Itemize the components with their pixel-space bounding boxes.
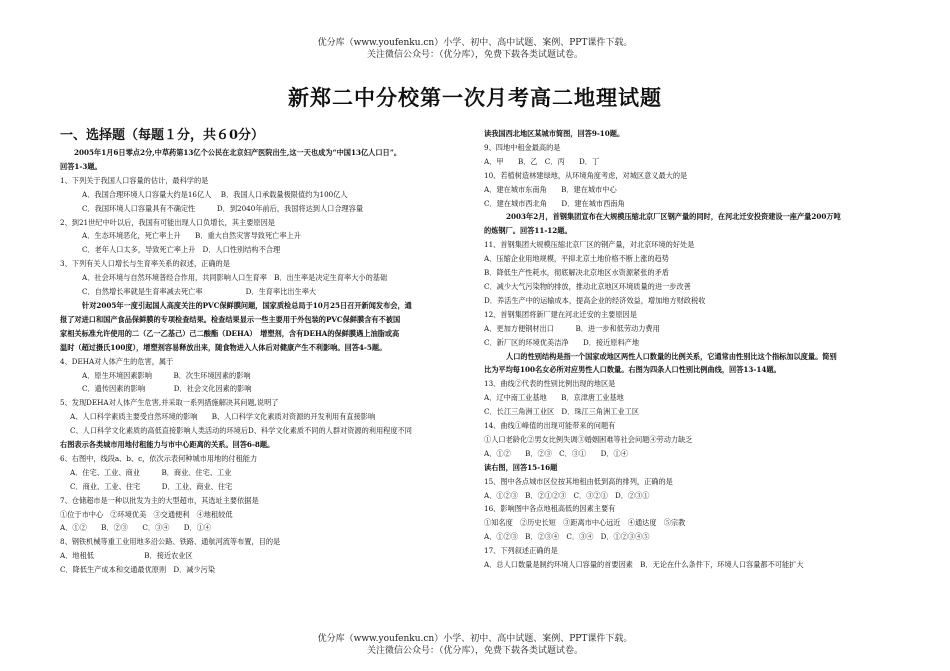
text-line: 3、下列有关人口增长与生育率关系的叙述，正确的是	[60, 259, 230, 269]
page-title: 新郑二中分校第一次月考高二地理试题	[288, 85, 662, 110]
text-line: C．遗传因素的影响 D．社会文化因素的影响	[82, 384, 252, 394]
text-line: 2、到21世纪中叶以后，我国有可能出现人口负增长，其主要原因是	[60, 217, 275, 227]
header-line-1: 优分库（www.youfenku.cn）小学、初中、高中试题、案例、PPT课件下载。	[317, 38, 633, 48]
text-line: A．甲 B．乙 C．丙 D．丁	[484, 156, 600, 166]
text-line: 14、曲线①峰值的出现可能带来的问题有	[484, 421, 616, 431]
text-line: A．生态环境恶化，死亡率上升 B．重大自然灾害导致死亡率上升	[82, 231, 301, 241]
text-line: A．住宅、工业、商业 B．商业、住宅、工业	[70, 467, 232, 477]
text-line: A．①② B．②③ C．③④ D．①④	[60, 523, 212, 533]
text-line: 报了对进口和国产食品保鲜膜的专项检查结果。检查结果显示一些主要用于外包装的PVC保鲜膜含有不被国	[60, 314, 401, 324]
text-line: 2005年1月6日零点2分,中草药第13亿个公民在北京妇产医院出生,这一天也成为“中国13亿人口日”。	[74, 148, 402, 157]
text-line: A．地租低 B．接近农业区	[60, 551, 193, 561]
text-line: A．原生环境因素影响 B．次生环境因素的影响	[82, 370, 251, 380]
section-heading: 一、选择题（每题１分，共６0分）	[60, 128, 265, 143]
text-line: 家相关标准允许使用的二（乙一乙基己）己二酸酯（DEHA） 增塑剂，含有DEHA的保鲜膜遇上油脂或高	[60, 328, 400, 338]
text-line: C、人口科学文化素质的高低直接影响人类活动的环境后D、科学文化素质不同的人群对资源的利用程度不同	[70, 426, 412, 436]
text-line: 17、下列叙述正确的是	[484, 546, 558, 556]
left-column	[60, 127, 470, 577]
header-line-2: 关注微信公众号：（优分库），免费下载各类试题试卷。	[366, 50, 583, 60]
text-line: C．建在城市西北角 D．建在城市西南角	[484, 198, 625, 208]
text-line: 15、图中各点城市区位按其地租由低到高的排列，正确的是	[484, 476, 673, 486]
text-line: 回答1-3题。	[60, 161, 102, 171]
footer-line-2: 关注微信公众号：（优分库），免费下载各类试题试卷。	[366, 646, 583, 656]
footer-line-1: 优分库（www.youfenku.cn）小学、初中、高中试题、案例、PPT课件下载。	[317, 634, 633, 644]
text-line: 2003年2月，首钢集团宣布在大规模压缩北京厂区钢产量的同时，在河北迁安投资建设一座产量200万吨	[506, 212, 841, 222]
text-line: 温时（超过摄氏100度），增塑剂容易释放出来，随食物进入人体后对健康产生不利影响。回答4-5题。	[60, 342, 387, 352]
text-line: 针对2005年一度引起国人高度关注的PVC保鲜膜问题，国家质检总局于10月25日召开新闻发布会，通	[82, 300, 412, 310]
text-line: A．压缩企业用地规模，平抑北京土地价格不断上涨的趋势	[484, 254, 669, 264]
left-lines	[60, 146, 470, 577]
text-line: ①人口老龄化②男女比例失调③婚姻困难等社会问题④劳动力缺乏	[484, 434, 693, 444]
text-line: 的炼钢厂。回答11-12题。	[484, 226, 572, 236]
text-line: A．①②③ B．②①②③ C．③②① D．②③①	[484, 490, 650, 500]
text-line: 11、首钢集团大规模压缩北京厂区的钢产量，对北京环境的好处是	[484, 240, 695, 250]
text-line: C．降低生产成本和交通最优原则 D．减少污染	[60, 565, 216, 575]
page-footer	[0, 633, 950, 657]
right-lines	[484, 127, 904, 572]
text-line: A．我国合理环境人口容量大约是16亿人 B．我国人口承载量极限值约为100亿人	[82, 189, 348, 199]
text-line: 9、四地中租金最高的是	[484, 142, 561, 152]
text-line: 6、右图中，线段a、b、c，依次示表何种城市用地的付租能力	[60, 453, 258, 463]
text-line: 右图表示各类城市用地付租能力与市中心距离的关系。回答6-8题。	[60, 440, 275, 450]
text-line: ①位于市中心 ②环境优美 ③交通便利 ④地租较低	[60, 509, 233, 519]
text-line: A．①②③ B．②③④ C．③④ D．①②③④⑤	[484, 532, 650, 542]
right-column	[484, 127, 904, 572]
text-line: C．长江三角洲工业区 D．珠江三角洲工业工区	[484, 407, 640, 417]
text-line: A．总人口数量是制约环境人口容量的首要因素 B．无论在什么条件下，环境人口容量都不可能扩大	[484, 560, 804, 570]
text-line: C．减少大气污染物的排放，推动北京地区环境质量的进一步改善	[484, 281, 691, 291]
text-line: C．新厂区的环境优美洁净 D．接近原料产地	[484, 337, 640, 347]
text-line: C．商业、工业、住宅 D．工业、商业、住宅	[70, 481, 233, 491]
text-line: C．老年人口太多，导致死亡率上升 D．人口性别结构不合理	[82, 245, 281, 255]
text-line: A．更加方便钢材出口 B．进一步和低劳动力费用	[484, 323, 660, 333]
text-line: ①知名度 ②历史长短 ③距离市中心远近 ④通达度 ⑤宗教	[484, 518, 686, 528]
text-line: 读我国西北地区某城市简图，回答9-10题。	[484, 129, 625, 138]
text-line: 5、发现DEHA对人体产生危害,并采取一系列措施解决其问题,说明了	[60, 398, 279, 408]
text-line: 人口的性别结构是指一个国家或地区两性人口数量的比例关系，它通常由性别比这个指标加以度量。简别	[506, 351, 837, 361]
text-line: 16、影响图中各点地租高低的因素主要有	[484, 504, 616, 514]
text-line: B．降低生产性耗水，彻底解决北京地区水资源紧张的矛盾	[484, 268, 669, 278]
text-line: A、人口科学素质主要受自然环境的影响 B、人口科学文化素质对资源的开发利用有直接影响	[70, 412, 376, 422]
text-line: A．①② B．②③ C．③① D．①④	[484, 448, 628, 458]
text-line: A．建在城市东南角 B．建在城市中心	[484, 184, 617, 194]
text-line: C．自然增长率就是生育率减去死亡率 D．生育率比出生率大	[82, 287, 317, 297]
text-line: A．社会环境与自然环境普经合作用，共同影响人口生育率 B．出生率是决定生育率大小的基础	[82, 273, 388, 283]
text-line: 4、DEHA对人体产生的危害，属于	[60, 356, 174, 366]
text-line: 比为平均每100名女必所对应男性人口数量。右图为四条人口性别比例曲线，回答13-14题。	[484, 365, 781, 375]
text-line: 8、钢铁机械等重工业用地多沿公路、铁路、通航河流等布置，目的是	[60, 537, 281, 547]
page-header	[0, 37, 950, 61]
text-line: C．我国环境人口容量具有不确定性 D．到2040年前后，我国将达到人口合理容量	[82, 203, 364, 213]
text-line: 7、仓储超市是一种以批发为主的大型超市，其选址主要依据是	[60, 495, 259, 505]
text-line: 12、首钢集团将新厂建在河北迁安的主要原因是	[484, 309, 637, 319]
text-line: 13、曲线②代表的性别比例出现的地区是	[484, 379, 616, 389]
text-line: 10、若植树造林建绿地，从环境角度考虑，对城区意义最大的是	[484, 170, 688, 180]
text-line: 读右图，回答15-16题	[484, 462, 558, 472]
text-line: D．养活生产中的运输成本，提高企业的经济效益，增加地方财政税收	[484, 295, 706, 305]
text-line: A．辽中南工业基地 B．京津唐工业基地	[484, 393, 624, 403]
text-line: 1、下列关于我国人口容量的估计，最科学的是	[60, 175, 209, 185]
